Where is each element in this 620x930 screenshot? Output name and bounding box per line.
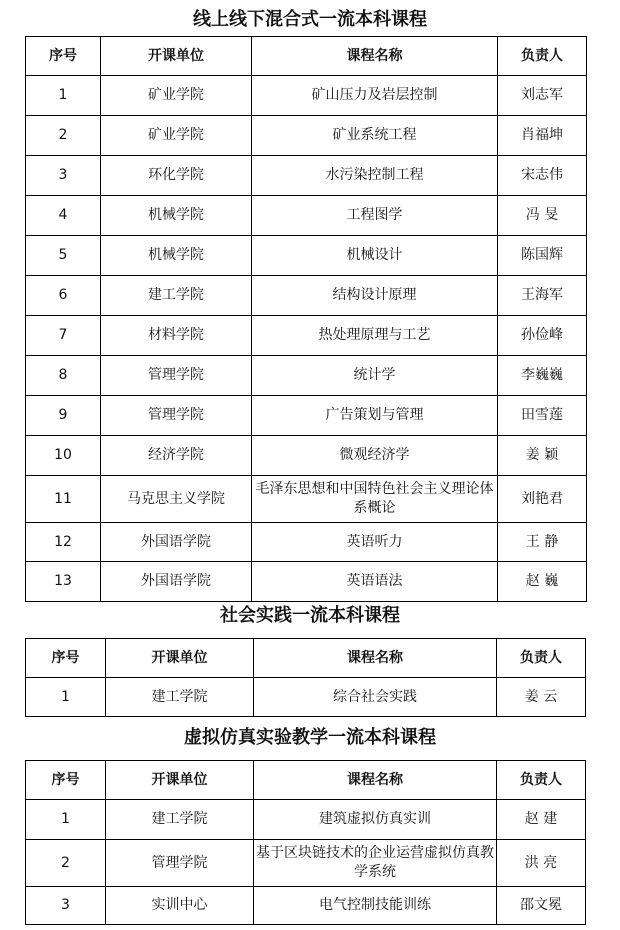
- cell-unit: 外国语学院: [101, 562, 252, 602]
- cell-course: 建筑虚拟仿真实训: [254, 800, 497, 840]
- table-row: [26, 356, 587, 396]
- cell-owner: 赵 建: [497, 800, 586, 840]
- cell-owner: 邵文冕: [497, 887, 586, 925]
- cell-course: 水污染控制工程: [252, 156, 498, 196]
- cell-no: 11: [26, 476, 101, 523]
- table-row: [26, 887, 586, 925]
- header-unit: 开课单位: [106, 639, 254, 678]
- cell-no: 7: [26, 316, 101, 356]
- cell-owner: 李巍巍: [498, 356, 587, 396]
- cell-owner: 陈国辉: [498, 236, 587, 276]
- cell-owner: 田雪莲: [498, 396, 587, 436]
- cell-owner: 孙俭峰: [498, 316, 587, 356]
- header-row: [26, 37, 587, 76]
- cell-no: 1: [26, 76, 101, 116]
- cell-course: 热处理原理与工艺: [252, 316, 498, 356]
- cell-unit: 建工学院: [106, 678, 254, 717]
- cell-owner: 刘志军: [498, 76, 587, 116]
- cell-owner: 姜 云: [497, 678, 586, 717]
- table-row: [26, 396, 587, 436]
- header-unit: 开课单位: [106, 761, 254, 800]
- cell-unit: 经济学院: [101, 436, 252, 476]
- header-no: 序号: [26, 37, 101, 76]
- cell-course: 微观经济学: [252, 436, 498, 476]
- cell-unit: 机械学院: [101, 236, 252, 276]
- table-row: [26, 236, 587, 276]
- cell-course: 电气控制技能训练: [254, 887, 497, 925]
- table-row: [26, 562, 587, 602]
- cell-owner: 冯 旻: [498, 196, 587, 236]
- cell-course: 结构设计原理: [252, 276, 498, 316]
- section-title-blended: 线上线下混合式一流本科课程: [193, 9, 427, 30]
- cell-unit: 马克思主义学院: [101, 476, 252, 523]
- cell-unit: 矿业学院: [101, 116, 252, 156]
- table-row: [26, 276, 587, 316]
- table-practice: [25, 638, 586, 717]
- cell-unit: 机械学院: [101, 196, 252, 236]
- cell-course: 广告策划与管理: [252, 396, 498, 436]
- cell-no: 6: [26, 276, 101, 316]
- header-row: [26, 639, 586, 678]
- table-row: [26, 196, 587, 236]
- cell-no: 1: [26, 678, 106, 717]
- cell-unit: 矿业学院: [101, 76, 252, 116]
- cell-no: 9: [26, 396, 101, 436]
- cell-no: 12: [26, 523, 101, 562]
- cell-unit: 管理学院: [101, 396, 252, 436]
- cell-no: 1: [26, 800, 106, 840]
- table-row: [26, 436, 587, 476]
- cell-unit: 环化学院: [101, 156, 252, 196]
- cell-owner: 刘艳君: [498, 476, 587, 523]
- header-owner: 负责人: [498, 37, 587, 76]
- table-row: [26, 476, 587, 523]
- table-row: [26, 116, 587, 156]
- cell-no: 10: [26, 436, 101, 476]
- table-row: [26, 76, 587, 116]
- table-row: [26, 840, 586, 887]
- table-row: [26, 678, 586, 717]
- cell-no: 2: [26, 116, 101, 156]
- table-blended: [25, 36, 587, 602]
- cell-course: 综合社会实践: [254, 678, 497, 717]
- cell-owner: 赵 巍: [498, 562, 587, 602]
- cell-unit: 管理学院: [101, 356, 252, 396]
- header-unit: 开课单位: [101, 37, 252, 76]
- cell-unit: 建工学院: [101, 276, 252, 316]
- cell-no: 13: [26, 562, 101, 602]
- cell-owner: 姜 颖: [498, 436, 587, 476]
- table-row: [26, 156, 587, 196]
- cell-course: 毛泽东思想和中国特色社会主义理论体系概论: [252, 476, 498, 523]
- header-no: 序号: [26, 639, 106, 678]
- header-course: 课程名称: [254, 761, 497, 800]
- cell-no: 2: [26, 840, 106, 887]
- header-no: 序号: [26, 761, 106, 800]
- cell-course: 矿业系统工程: [252, 116, 498, 156]
- cell-course: 机械设计: [252, 236, 498, 276]
- header-course: 课程名称: [252, 37, 498, 76]
- cell-unit: 实训中心: [106, 887, 254, 925]
- cell-owner: 洪 亮: [497, 840, 586, 887]
- header-owner: 负责人: [497, 639, 586, 678]
- cell-no: 4: [26, 196, 101, 236]
- header-owner: 负责人: [497, 761, 586, 800]
- table-row: [26, 800, 586, 840]
- cell-course: 英语语法: [252, 562, 498, 602]
- cell-owner: 肖福坤: [498, 116, 587, 156]
- cell-no: 8: [26, 356, 101, 396]
- cell-unit: 管理学院: [106, 840, 254, 887]
- cell-unit: 建工学院: [106, 800, 254, 840]
- section-title-practice: 社会实践一流本科课程: [220, 605, 400, 626]
- cell-owner: 王 静: [498, 523, 587, 562]
- cell-no: 5: [26, 236, 101, 276]
- cell-owner: 宋志伟: [498, 156, 587, 196]
- table-row: [26, 316, 587, 356]
- cell-course: 统计学: [252, 356, 498, 396]
- cell-course: 矿山压力及岩层控制: [252, 76, 498, 116]
- header-course: 课程名称: [254, 639, 497, 678]
- cell-no: 3: [26, 156, 101, 196]
- cell-unit: 材料学院: [101, 316, 252, 356]
- cell-course: 基于区块链技术的企业运营虚拟仿真教学系统: [254, 840, 497, 887]
- table-virtual: [25, 760, 586, 925]
- header-row: [26, 761, 586, 800]
- section-title-virtual: 虚拟仿真实验教学一流本科课程: [184, 727, 436, 748]
- cell-course: 英语听力: [252, 523, 498, 562]
- cell-unit: 外国语学院: [101, 523, 252, 562]
- cell-owner: 王海军: [498, 276, 587, 316]
- table-row: [26, 523, 587, 562]
- cell-no: 3: [26, 887, 106, 925]
- cell-course: 工程图学: [252, 196, 498, 236]
